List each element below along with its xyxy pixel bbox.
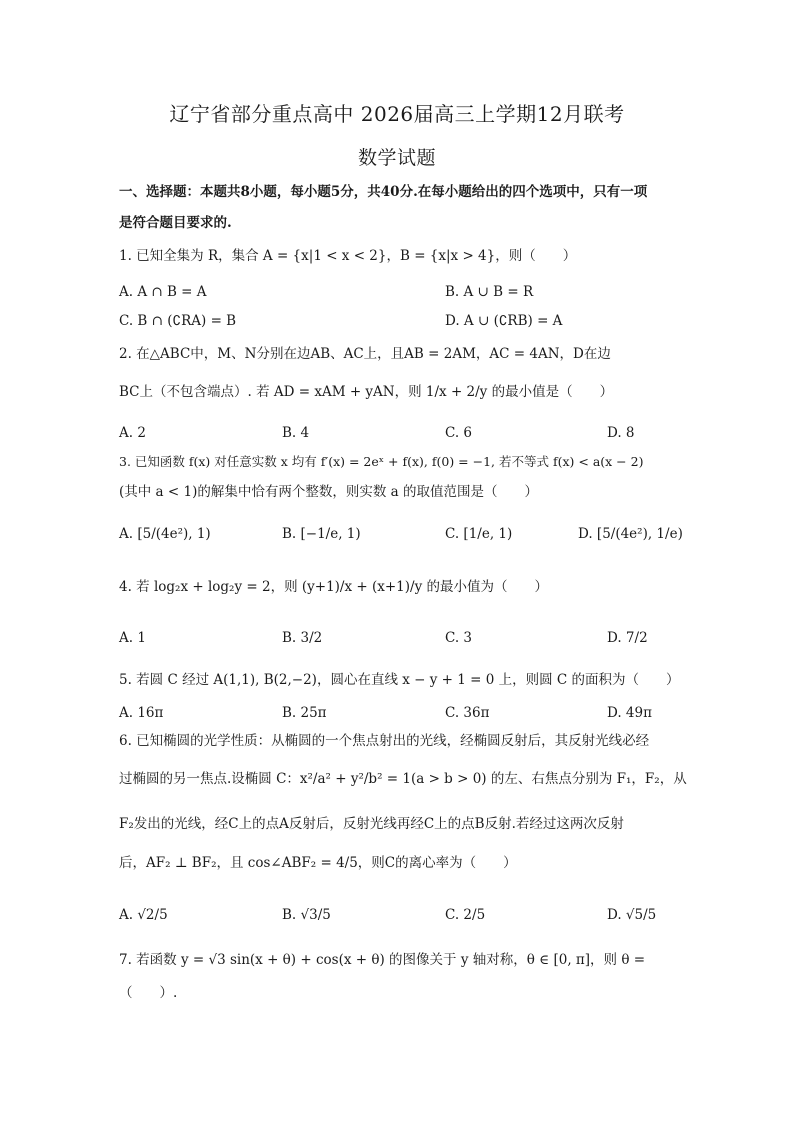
q2-option-b: B. 4	[282, 425, 310, 441]
q5-option-b: B. 25π	[282, 705, 327, 721]
q2-option-a: A. 2	[119, 425, 146, 441]
q5-option-a: A. 16π	[119, 705, 164, 721]
q3-option-c: C. [1/e, 1)	[445, 526, 513, 542]
q4-option-a: A. 1	[119, 630, 146, 646]
exam-subtitle: 数学试题	[357, 147, 436, 169]
q1-option-b: B. A ∪ B = R	[445, 284, 534, 300]
q1-option-d: D. A ∪ (∁RB) = A	[445, 313, 563, 329]
q6-option-b: B. √3/5	[282, 907, 331, 923]
q1-option-a: A. A ∩ B = A	[119, 284, 207, 300]
q3-option-a: A. [5/(4e²), 1)	[119, 526, 211, 542]
q2-option-d: D. 8	[607, 425, 635, 441]
question-2-line1: 2. 在△ABC中，M、N分别在边AB、AC上，且AB = 2AM，AC = 4AN，D在边	[119, 346, 611, 362]
question-6-line1: 6. 已知椭圆的光学性质：从椭圆的一个焦点射出的光线，经椭圆反射后，其反射光线必经	[119, 733, 650, 749]
q2-option-c: C. 6	[445, 425, 473, 441]
q6-option-c: C. 2/5	[445, 907, 486, 923]
q5-option-c: C. 36π	[445, 705, 490, 721]
q3-option-b: B. [−1/e, 1)	[282, 526, 361, 542]
question-1-stem: 1. 已知全集为 R，集合 A = {x|1 < x < 2}，B = {x|x > 4}，则（ ）	[119, 248, 577, 264]
question-6-line3: F₂发出的光线，经C上的点A反射后，反射光线再经C上的点B反射.若经过这两次反射	[119, 816, 624, 832]
q1-option-c: C. B ∩ (∁RA) = B	[119, 313, 237, 329]
q4-option-b: B. 3/2	[282, 630, 323, 646]
q6-option-a: A. √2/5	[119, 907, 168, 923]
q4-option-c: C. 3	[445, 630, 473, 646]
section-heading-line1: 一、选择题：本题共8小题，每小题5分，共40分.在每小题给出的四个选项中，只有一项	[119, 184, 648, 200]
question-7-line2: （ ）.	[119, 985, 178, 1001]
question-4-stem: 4. 若 log₂x + log₂y = 2，则 (y+1)/x + (x+1)/y 的最小值为（ ）	[119, 579, 549, 595]
q6-option-d: D. √5/5	[607, 907, 657, 923]
q4-option-d: D. 7/2	[607, 630, 648, 646]
question-3-line2: (其中 a < 1)的解集中恰有两个整数，则实数 a 的取值范围是（ ）	[119, 484, 538, 500]
question-5-stem: 5. 若圆 C 经过 A(1,1), B(2,−2)，圆心在直线 x − y + 1 = 0 上，则圆 C 的面积为（ ）	[119, 672, 680, 688]
question-6-line4: 后，AF₂ ⊥ BF₂，且 cos∠ABF₂ = 4/5，则C的离心率为（ ）	[119, 855, 517, 871]
exam-title: 辽宁省部分重点高中 2026届高三上学期12月联考	[169, 102, 625, 126]
question-2-line2: BC上（不包含端点）. 若 AD = xAM + yAN，则 1/x + 2/y 的最小值是（ ）	[119, 384, 614, 400]
question-6-line2: 过椭圆的另一焦点.设椭圆 C：x²/a² + y²/b² = 1(a > b > 0) 的左、右焦点分别为 F₁，F₂，从	[119, 771, 687, 787]
q3-option-d: D. [5/(4e²), 1/e)	[578, 526, 683, 542]
section-heading-line2: 是符合题目要求的.	[119, 215, 232, 231]
q5-option-d: D. 49π	[607, 705, 652, 721]
question-7-line1: 7. 若函数 y = √3 sin(x + θ) + cos(x + θ) 的图像关于 y 轴对称，θ ∈ [0, π]，则 θ =	[119, 952, 646, 968]
question-3-line1: 3. 已知函数 f(x) 对任意实数 x 均有 f′(x) = 2eˣ + f(x), f(0) = −1, 若不等式 f(x) < a(x − 2)	[119, 454, 644, 469]
